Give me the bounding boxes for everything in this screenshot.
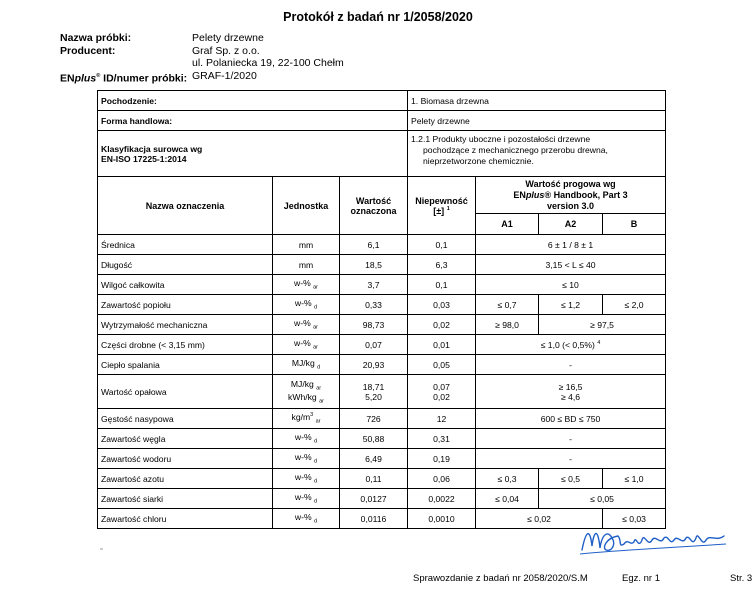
col-header-b: B <box>603 214 666 235</box>
row-unit: mm <box>273 255 340 275</box>
col-header-threshold <box>476 177 666 214</box>
table-row <box>98 235 666 255</box>
col-header-name: Nazwa oznaczenia <box>98 177 273 235</box>
row-uncertainty: 0,05 <box>408 355 476 375</box>
row-uncertainty: 0,02 <box>408 315 476 335</box>
row-name: Ciepło spalania <box>98 355 273 375</box>
row-threshold-a1-a2: ≤ 0,02 <box>476 509 603 529</box>
form-value: Pelety drzewne <box>408 111 666 131</box>
footer-copy-number: Egz. nr 1 <box>622 573 661 584</box>
classification-label-line: EN-ISO 17225-1:2014 <box>101 153 187 164</box>
col-header-uncertainty <box>408 177 476 235</box>
row-name: Zawartość chloru <box>98 509 273 529</box>
row-threshold-a2-b: ≤ 0,05 <box>539 489 666 509</box>
row-uncertainty: 0,31 <box>408 429 476 449</box>
row-threshold-a2: ≤ 1,2 <box>539 295 603 315</box>
footer-report-number: Sprawozdanie z badań nr 2058/2020/S.M <box>413 573 588 584</box>
row-value: 0,0116 <box>340 509 408 529</box>
row-unit: w-% $_d$ <box>273 429 340 449</box>
row-name: Zawartość popiołu <box>98 295 273 315</box>
col-header-threshold-line: Wartość progowa wg <box>525 178 616 189</box>
row-value: 0,0127 <box>340 489 408 509</box>
row-value: 50,88 <box>340 429 408 449</box>
col-header-unit: Jednostka <box>273 177 340 235</box>
scan-artifact <box>100 548 103 550</box>
row-unit: w-% $_{ar}$ <box>273 275 340 295</box>
row-unit: $kg/m^3$ $_{ar}$ <box>273 409 340 429</box>
row-threshold: 3,15 < L ≤ 40 <box>476 255 666 275</box>
row-uncertainty: 0,0010 <box>408 509 476 529</box>
row-unit: w-% $_d$ <box>273 489 340 509</box>
row-name: Gęstość nasypowa <box>98 409 273 429</box>
row-unit: w-% $_{ar}$ <box>273 335 340 355</box>
row-unit: MJ/kg $_{ar}$ kWh/kg $_{ar}$ <box>273 375 340 409</box>
classification-line: pochodzące z mechanicznego przerobu drewna, <box>423 145 608 155</box>
page-title: Protokół z badań nr 1/2058/2020 <box>283 10 473 24</box>
meta-value: Graf Sp. z o.o. <box>192 44 260 57</box>
row-uncertainty: 0,01 <box>408 335 476 355</box>
meta-label: ENplus® ID/numer próbki: <box>60 72 188 84</box>
row-value: 18,71 5,20 <box>340 375 408 409</box>
table-row <box>98 275 666 295</box>
row-name: Zawartość wodoru <box>98 449 273 469</box>
row-name: Zawartość węgla <box>98 429 273 449</box>
table-row <box>98 449 666 469</box>
row-uncertainty: 0,06 <box>408 469 476 489</box>
row-name: Długość <box>98 255 273 275</box>
row-value: 0,07 <box>340 335 408 355</box>
meta-label <box>60 57 192 70</box>
row-threshold: - <box>476 429 666 449</box>
meta-value: Pelety drzewne <box>192 32 264 44</box>
row-threshold: 6 ± 1 / 8 ± 1 <box>476 235 666 255</box>
row-value: 6,49 <box>340 449 408 469</box>
origin-value: 1. Biomasa drzewna <box>408 91 666 111</box>
row-uncertainty: 0,1 <box>408 275 476 295</box>
meta-value: GRAF-1/2020 <box>192 69 257 82</box>
row-unit: w-% $_{ar}$ <box>273 315 340 335</box>
table-row <box>98 295 666 315</box>
table-row <box>98 335 666 355</box>
row-name: Wartość opałowa <box>98 375 273 409</box>
footer-page-number: Str. 3 <box>730 573 753 584</box>
table-row <box>98 469 666 489</box>
row-unit: MJ/kg $_d$ <box>273 355 340 375</box>
row-value: 20,93 <box>340 355 408 375</box>
row-threshold-b: ≤ 0,03 <box>603 509 666 529</box>
table-row <box>98 315 666 335</box>
classification-line: nieprzetworzone chemicznie. <box>423 156 534 166</box>
table-row <box>98 375 666 409</box>
row-uncertainty: 0,1 <box>408 235 476 255</box>
row-threshold-b: ≤ 1,0 <box>603 469 666 489</box>
row-threshold: ≥ 16,5 ≥ 4,6 <box>476 375 666 409</box>
col-header-value-line: oznaczona <box>350 205 397 216</box>
col-header-a2: A2 <box>539 214 603 235</box>
classification-value <box>408 131 666 177</box>
row-unit: mm <box>273 235 340 255</box>
handwritten-signature <box>578 520 728 565</box>
meta-value: ul. Polaniecka 19, 22-100 Chełm <box>192 57 344 69</box>
meta-label: Producent: <box>60 44 116 57</box>
row-value: 0,11 <box>340 469 408 489</box>
row-name: Wilgoć całkowita <box>98 275 273 295</box>
row-threshold-a1: ≤ 0,04 <box>476 489 539 509</box>
row-value: 0,33 <box>340 295 408 315</box>
classification-label-line: Klasyfikacja surowca wg <box>101 143 203 154</box>
col-header-uncertainty-sign: [±] $^1$ <box>433 205 450 216</box>
row-name: Zawartość azotu <box>98 469 273 489</box>
row-uncertainty: 0,07 0,02 <box>408 375 476 409</box>
row-threshold-a1: ≤ 0,7 <box>476 295 539 315</box>
row-name: Części drobne (< 3,15 mm) <box>98 335 273 355</box>
row-unit: w-% $_d$ <box>273 509 340 529</box>
table-row <box>98 355 666 375</box>
row-name: Wytrzymałość mechaniczna <box>98 315 273 335</box>
classification-line: 1.2.1 Produkty uboczne i pozostałości drzewne <box>411 134 591 144</box>
row-threshold: ≤ 1,0 (< 0,5%) $^4$ <box>476 335 666 355</box>
classification-label <box>98 131 408 177</box>
row-uncertainty: 0,0022 <box>408 489 476 509</box>
row-value: 98,73 <box>340 315 408 335</box>
row-uncertainty: 0,19 <box>408 449 476 469</box>
col-header-uncertainty-line: Niepewność <box>415 195 468 206</box>
col-header-threshold-line: version 3.0 <box>547 200 595 211</box>
meta-label: Nazwa próbki: <box>60 32 132 44</box>
row-threshold-a2: ≤ 0,5 <box>539 469 603 489</box>
col-header-a1: A1 <box>476 214 539 235</box>
row-uncertainty: 0,03 <box>408 295 476 315</box>
table-row <box>98 255 666 275</box>
row-value: 3,7 <box>340 275 408 295</box>
results-table <box>97 90 666 529</box>
table-row <box>98 409 666 429</box>
row-name: Zawartość siarki <box>98 489 273 509</box>
origin-label: Pochodzenie: <box>98 91 408 111</box>
row-uncertainty: 6,3 <box>408 255 476 275</box>
col-header-value-line: Wartość <box>355 195 392 206</box>
row-unit: w-% $_d$ <box>273 295 340 315</box>
table-row <box>98 489 666 509</box>
row-unit: w-% $_d$ <box>273 469 340 489</box>
form-label: Forma handlowa: <box>98 111 408 131</box>
row-threshold-a2-b: ≥ 97,5 <box>539 315 666 335</box>
row-value: 6,1 <box>340 235 408 255</box>
row-threshold: 600 ≤ BD ≤ 750 <box>476 409 666 429</box>
row-threshold: ≤ 10 <box>476 275 666 295</box>
row-threshold: - <box>476 355 666 375</box>
row-threshold-a1: ≤ 0,3 <box>476 469 539 489</box>
row-threshold-a1: ≥ 98,0 <box>476 315 539 335</box>
row-uncertainty: 12 <box>408 409 476 429</box>
sample-meta <box>60 32 344 85</box>
col-header-value <box>340 177 408 235</box>
row-unit: w-% $_d$ <box>273 449 340 469</box>
row-threshold: - <box>476 449 666 469</box>
table-row <box>98 429 666 449</box>
row-value: 18,5 <box>340 255 408 275</box>
row-threshold-b: ≤ 2,0 <box>603 295 666 315</box>
row-name: Średnica <box>98 235 273 255</box>
row-value: 726 <box>340 409 408 429</box>
col-header-threshold-line: ENplus® Handbook, Part 3 <box>513 189 628 200</box>
